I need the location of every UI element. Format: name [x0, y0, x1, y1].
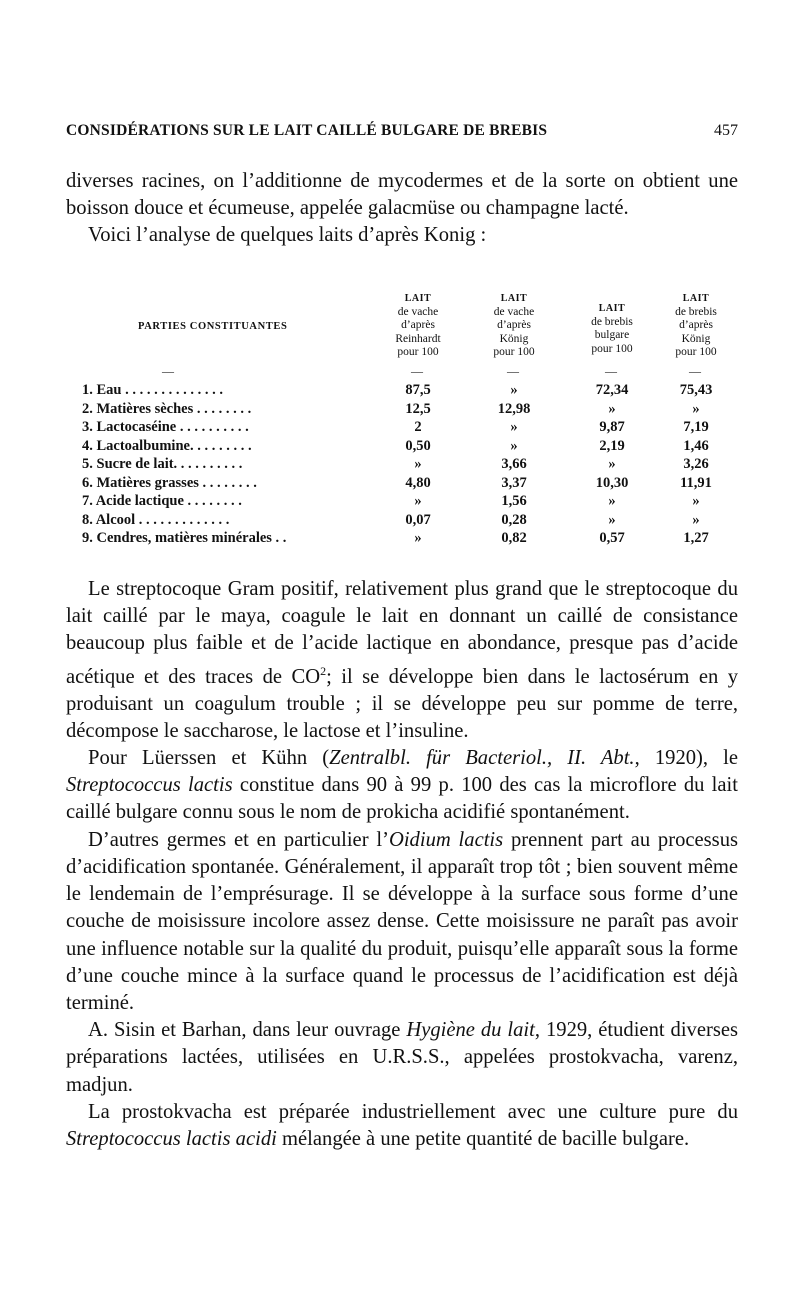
journal-citation: Zentralbl. für Bacteriol., II. Abt. — [329, 747, 635, 770]
column-header-line: de vache — [397, 305, 439, 318]
table-cell: » — [608, 511, 616, 528]
table-cell: 1,56 — [501, 493, 527, 509]
page-number: 457 — [714, 122, 738, 139]
table-cell: » — [692, 511, 700, 528]
row-label: 3. Lactocaséine . . . . . . . . . . — [82, 419, 249, 435]
column-header-line: Reinhardt — [395, 332, 441, 345]
table-cell: 0,50 — [405, 437, 431, 454]
table-cell: 1,46 — [683, 437, 709, 454]
column-header-line: d’après — [497, 319, 531, 331]
column-header — [373, 292, 463, 360]
intro-block — [66, 168, 738, 250]
p4-text: A. Sisin et Barhan, dans leur ouvrage — [88, 1019, 407, 1042]
table-intro: Voici l’analyse de quelques laits d’après Konig : — [88, 224, 487, 247]
table-cell: 11,91 — [680, 474, 712, 491]
running-header — [66, 120, 738, 144]
paragraph-prostokvacha — [66, 1099, 738, 1153]
paragraph-sisin — [66, 1017, 738, 1099]
table-cell: » — [510, 437, 518, 454]
table-cell: 2,19 — [599, 437, 625, 454]
column-header-line: d’après — [401, 319, 435, 331]
table-cell: 2 — [414, 419, 422, 435]
table-cell: 75,43 — [679, 382, 713, 398]
p1-text-end: ; il se développe bien dans le lactosérum en y produisant un coagulum trouble ; il se développe peu sur pomme de terre, décompose le saccharose, le lactose et l’insuline. — [66, 665, 738, 742]
table-cell: 12,98 — [497, 400, 531, 417]
table-cell: 0,07 — [405, 511, 431, 528]
running-title: CONSIDÉRATIONS SUR LE LAIT CAILLÉ BULGARE DE BREBIS — [66, 122, 548, 139]
species-name: Streptococcus lactis acidi — [66, 1127, 277, 1150]
column-header-line: de brebis — [591, 315, 633, 328]
column-rule: — — [689, 364, 701, 378]
p3-text-end: prennent part au processus d’acidification spontanée. Généralement, il apparaît trop tôt ; bien souvent même le lendemain de l’emprésurage. Il se développe à la surface sous forme d’une couche de moisissure incolore assez dense. Cette moisissure ne paraît pas avoir une influence notable sur la qualité du produit, puisqu’elle apparaît sous la forme d’une couche mince à la surface quand le processus de l’acidification est déjà terminé. — [66, 828, 739, 1014]
table-cell: » — [608, 400, 616, 417]
table-cell: » — [414, 456, 422, 472]
column-header-line: pour 100 — [397, 346, 439, 358]
intro-paragraph: diverses racines, on l’additionne de mycodermes et de la sorte on obtient une boisson douce et écumeuse, appelée galacmüse ou champagne lacté. — [66, 170, 738, 220]
table-row — [82, 493, 718, 511]
column-rule: — — [507, 364, 519, 378]
row-label: 2. Matières sèches . . . . . . . . — [82, 400, 252, 417]
table-cell: » — [608, 493, 616, 509]
row-label: 5. Sucre de lait. . . . . . . . . . — [82, 456, 243, 472]
table-cell: 3,37 — [501, 474, 527, 491]
row-label: 6. Matières grasses . . . . . . . . — [82, 474, 257, 491]
table-cell: » — [414, 530, 422, 546]
table-cell: » — [692, 400, 700, 417]
table-cell: 0,82 — [501, 530, 527, 546]
p3-text: D’autres germes et en particulier l’ — [88, 828, 389, 851]
column-header-line: pour 100 — [493, 346, 535, 358]
table-cell: 72,34 — [595, 382, 629, 398]
table-cell: 4,80 — [405, 474, 431, 491]
table-cell: » — [692, 493, 700, 509]
p5-text: La prostokvacha est préparée industriellement avec une culture pure du — [88, 1100, 738, 1123]
column-header-line: pour 100 — [591, 342, 633, 355]
table-cell: 1,27 — [683, 530, 709, 546]
table-cell: 12,5 — [405, 400, 431, 417]
p1-superscript: 2 — [320, 663, 327, 678]
p2-text-end: constitue dans 90 à 99 p. 100 des cas la microflore du lait caillé bulgare connu sous le nom de prokicha acidifié spontanément. — [66, 774, 738, 824]
column-header-line: König — [499, 332, 529, 345]
column-header — [567, 302, 657, 356]
paragraph-oidium — [66, 827, 738, 1017]
table-cell: » — [510, 382, 518, 398]
table-cell: » — [414, 493, 422, 509]
column-header — [469, 292, 559, 360]
table-row — [82, 401, 718, 419]
table-cell: 0,57 — [599, 530, 625, 546]
table-cell: » — [608, 456, 616, 472]
p2-text-mid: , 1920), le — [634, 747, 739, 770]
column-header-line: pour 100 — [675, 346, 717, 358]
table-cell: 3,66 — [501, 456, 527, 472]
row-label: 7. Acide lactique . . . . . . . . — [82, 493, 242, 509]
species-name: Streptococcus lactis — [66, 774, 233, 797]
table-cell: 9,87 — [599, 419, 625, 435]
row-label: 8. Alcool . . . . . . . . . . . . . — [82, 511, 230, 528]
book-title: Hygiène du lait — [406, 1019, 535, 1042]
p1-text: Le streptocoque Gram positif, relativement plus grand que le streptocoque du lait caillé par le maya, coagule le lait en donnant un caillé de consistance beaucoup plus faible et de l’acide lactique en abondance, presque pas d’acide acétique et des traces de CO — [66, 578, 738, 688]
table-row — [82, 438, 718, 456]
table-cell: » — [510, 419, 518, 435]
paragraph-luerssen — [66, 745, 738, 827]
table-row — [82, 475, 718, 493]
column-header-line: de vache — [493, 305, 535, 318]
table-cell: 10,30 — [595, 474, 629, 491]
column-rule: — — [411, 364, 423, 378]
p4-text-end: , 1929, étudient diverses préparations lactées, utilisées en U.R.S.S., appelées prostokvacha, varenz, madjun. — [66, 1019, 738, 1096]
paragraph-streptocoque — [66, 576, 738, 745]
table-cell: 0,28 — [501, 511, 527, 528]
row-label: 4. Lactoalbumine. . . . . . . . . — [82, 437, 252, 454]
table-row — [82, 512, 718, 530]
table-row — [82, 456, 718, 474]
column-header-cap: LAIT — [598, 303, 626, 314]
table-row — [82, 419, 718, 437]
p5-text-end: mélangée à une petite quantité de bacille bulgare. — [276, 1127, 690, 1150]
species-name: Oidium lactis — [388, 828, 504, 851]
table-row — [82, 530, 718, 548]
p2-text: Pour Lüerssen et Kühn ( — [88, 747, 330, 770]
body-text — [66, 576, 738, 1153]
column-header-cap: LAIT — [500, 293, 528, 304]
column-header-line: bulgare — [594, 329, 630, 341]
table-row — [82, 382, 718, 400]
row-label: 9. Cendres, matières minérales . . — [82, 530, 287, 546]
column-header-line: König — [681, 332, 711, 345]
table-cell: 3,26 — [683, 456, 709, 472]
column-header — [651, 292, 741, 360]
row-label: 1. Eau . . . . . . . . . . . . . . — [82, 382, 223, 398]
column-header-line: de brebis — [675, 305, 717, 318]
header-rule: — — [162, 364, 174, 378]
column-rule: — — [605, 364, 617, 378]
table-cell: 7,19 — [683, 419, 709, 435]
table-row-header: PARTIES CONSTITUANTES — [138, 321, 288, 332]
column-header-line: d’après — [679, 319, 713, 331]
table-cell: 87,5 — [405, 382, 431, 398]
column-header-cap: LAIT — [404, 293, 432, 304]
column-header-cap: LAIT — [682, 293, 710, 304]
